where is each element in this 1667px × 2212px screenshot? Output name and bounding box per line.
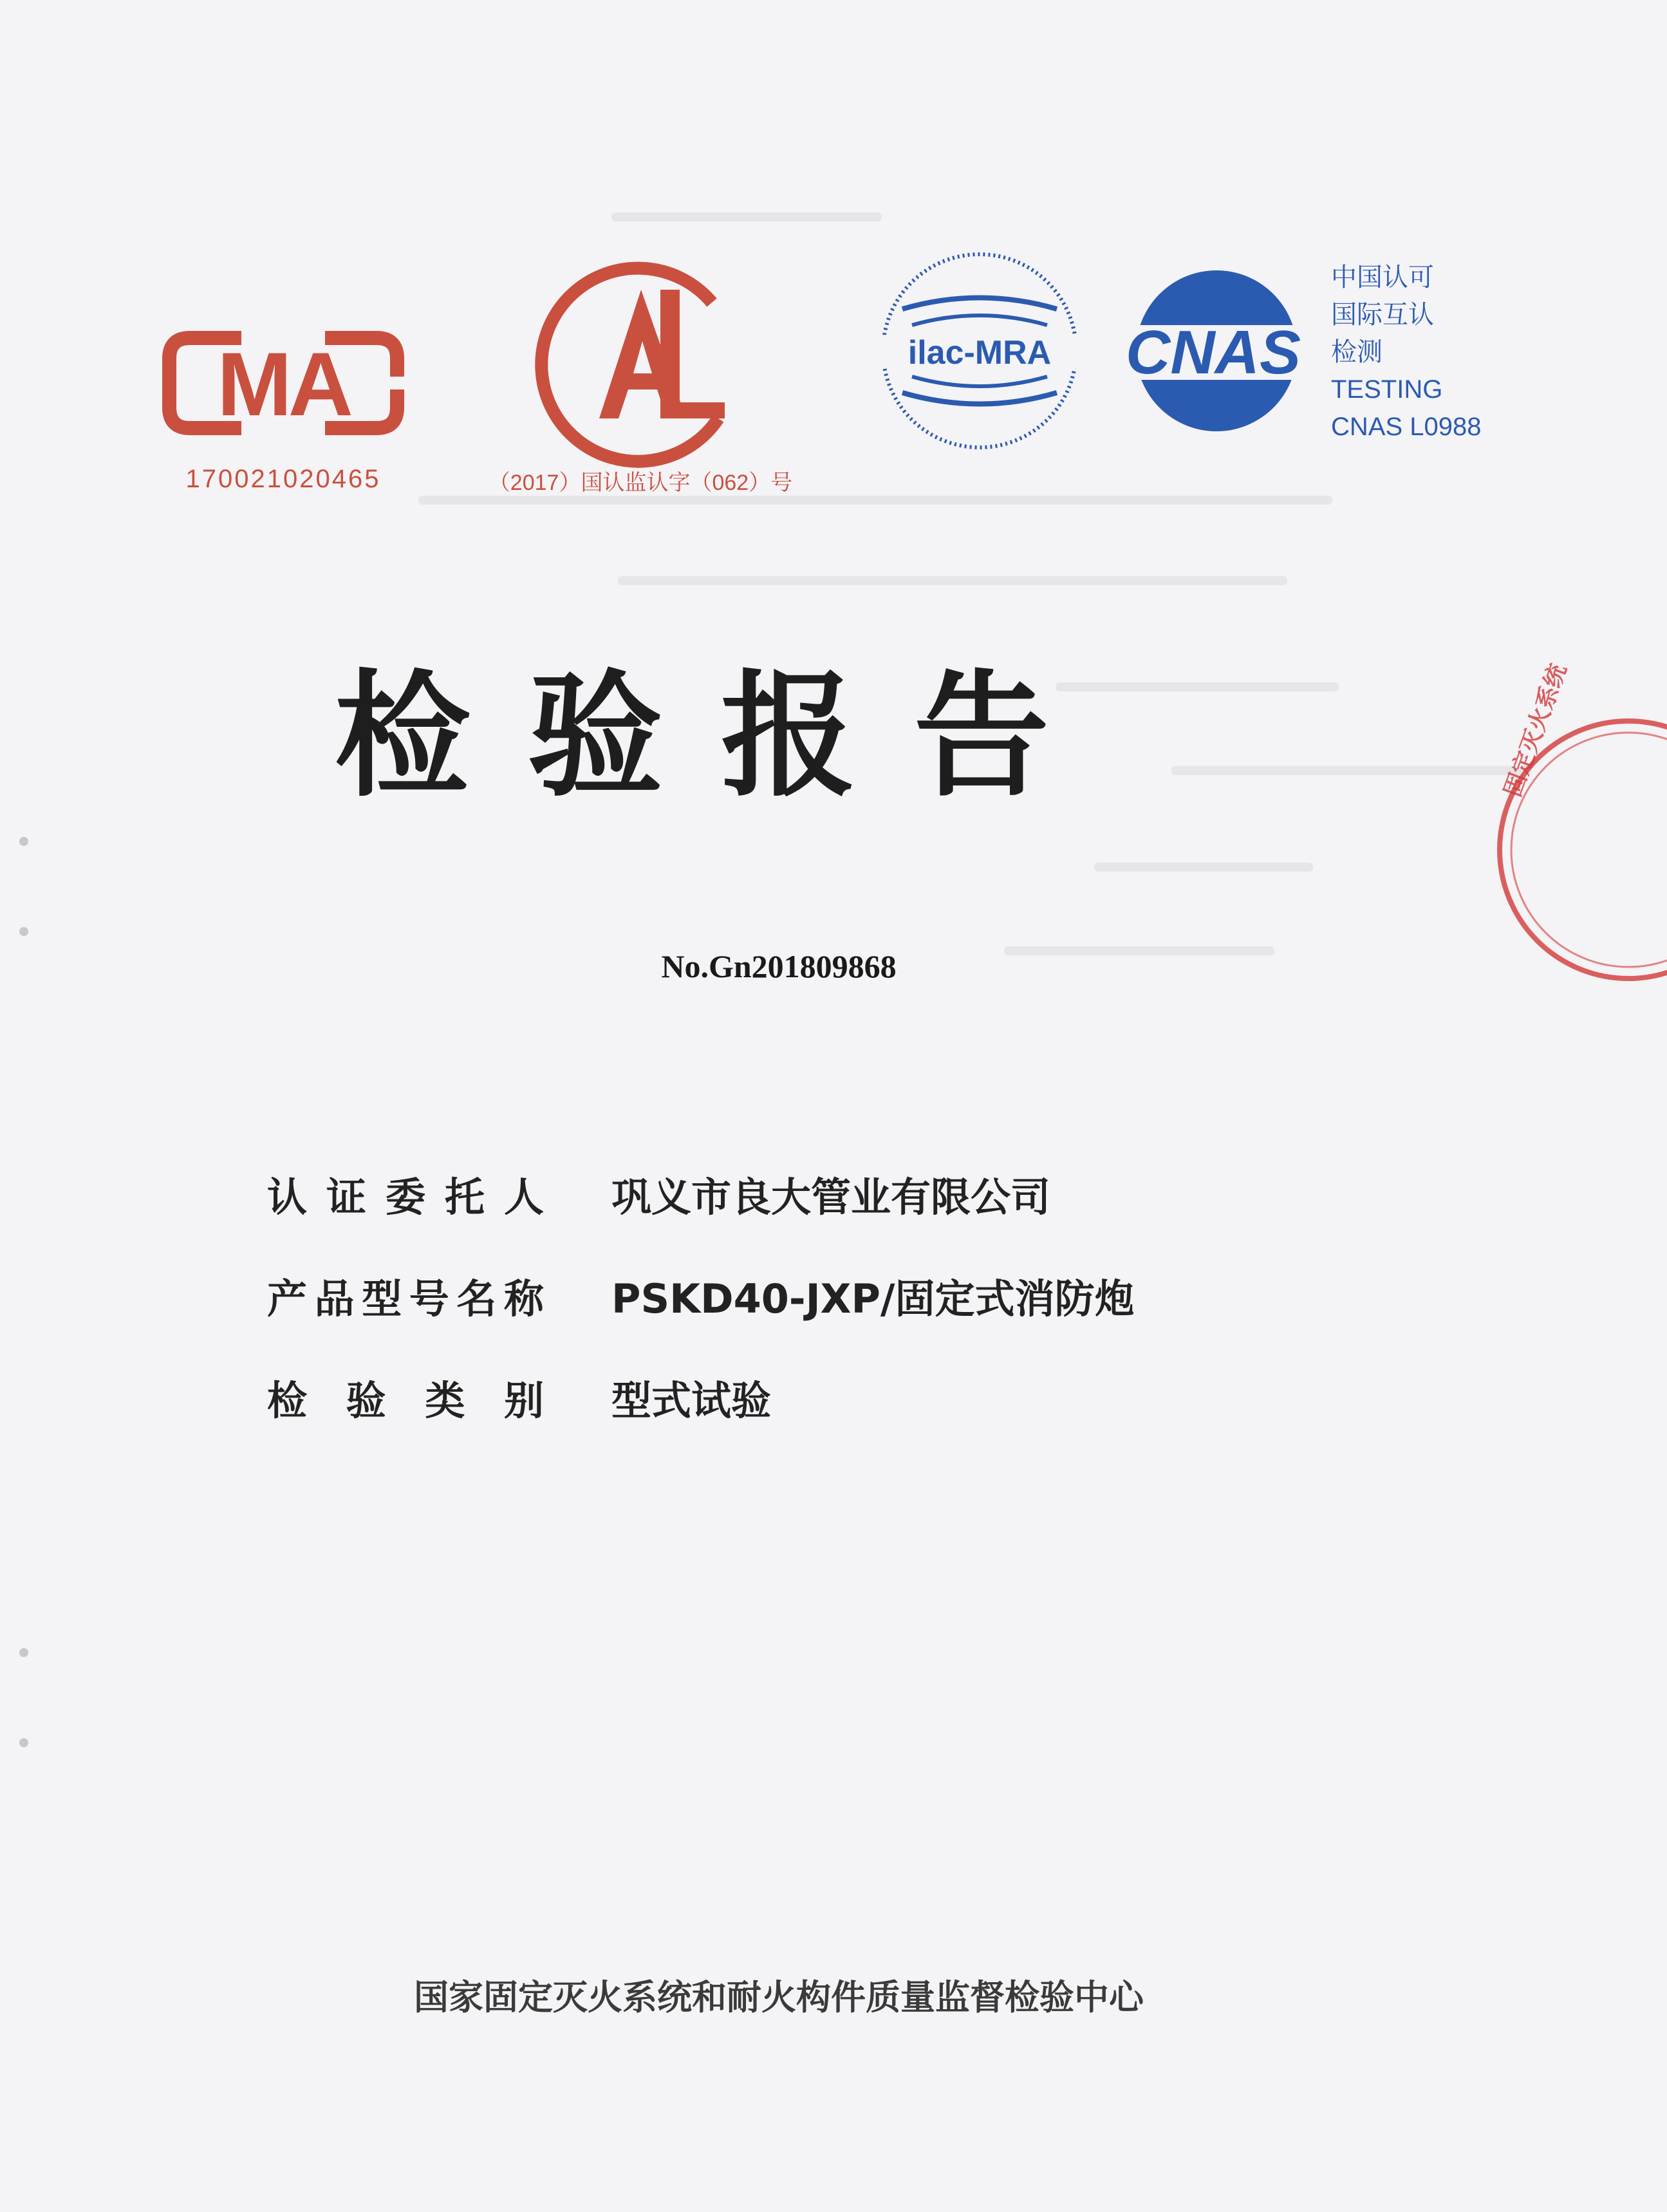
show-through-line xyxy=(1094,863,1313,872)
svg-text:MA: MA xyxy=(217,333,349,435)
show-through-line xyxy=(618,576,1287,585)
label-char: 称 xyxy=(503,1275,544,1322)
issuing-organization: 国家固定灭火系统和耐火构件质量监督检验中心 xyxy=(414,1977,1144,2018)
cnas-line: TESTING xyxy=(1331,375,1443,404)
cnas-logo xyxy=(1094,264,1332,438)
binding-hole xyxy=(19,1738,28,1747)
label-char: 验 xyxy=(346,1377,386,1424)
label-char: 型 xyxy=(362,1275,402,1322)
label-char: 类 xyxy=(425,1377,465,1424)
label-char: 检 xyxy=(267,1377,308,1424)
label-char: 证 xyxy=(326,1174,366,1221)
info-value: PSKD40-JXP/固定式消防炮 xyxy=(611,1275,1135,1322)
info-row-test-type xyxy=(267,1369,1361,1470)
label-char: 别 xyxy=(503,1377,544,1424)
info-row-client xyxy=(267,1165,1361,1267)
label-char: 品 xyxy=(314,1275,355,1322)
binding-hole xyxy=(19,1648,28,1657)
cal-logo xyxy=(532,264,750,464)
info-label xyxy=(267,1369,544,1426)
cnas-line: CNAS L0988 xyxy=(1331,413,1482,441)
info-label xyxy=(267,1165,544,1223)
info-value: 型式试验 xyxy=(611,1377,772,1424)
binding-hole xyxy=(19,837,28,846)
official-seal xyxy=(1474,661,1667,985)
svg-text:固定灭火系统: 固定灭火系统 xyxy=(1499,661,1572,801)
cnas-accreditation-text xyxy=(1331,259,1543,445)
ilac-mra-logo xyxy=(877,248,1083,454)
cma-certificate-number: 170021020465 xyxy=(185,465,381,493)
label-char: 名 xyxy=(456,1275,497,1322)
cnas-line: 中国认可 xyxy=(1331,263,1434,292)
label-char: 产 xyxy=(267,1275,308,1322)
report-info xyxy=(267,1165,1361,1470)
report-number: No.Gn201809868 xyxy=(661,948,897,984)
info-row-product xyxy=(267,1267,1361,1369)
label-char: 委 xyxy=(385,1174,425,1221)
info-value: 巩义市良大管业有限公司 xyxy=(611,1174,1051,1221)
label-char: 托 xyxy=(444,1174,485,1221)
svg-text:ilac-MRA: ilac-MRA xyxy=(908,334,1052,371)
svg-text:CNAS: CNAS xyxy=(1125,318,1301,387)
show-through-line xyxy=(1004,946,1274,955)
show-through-line xyxy=(611,212,882,221)
label-char: 认 xyxy=(267,1174,308,1221)
cnas-line: 检测 xyxy=(1331,338,1383,366)
binding-hole xyxy=(19,927,28,936)
label-char: 人 xyxy=(503,1174,544,1221)
page-title: 检验报告 xyxy=(335,656,1108,815)
cma-logo xyxy=(164,325,402,441)
label-char: 号 xyxy=(409,1275,449,1322)
cnas-line: 国际互认 xyxy=(1331,301,1434,329)
info-label xyxy=(267,1267,544,1324)
show-through-line xyxy=(418,496,1332,505)
cal-certificate-number: （2017）国认监认字（062）号 xyxy=(488,471,793,495)
